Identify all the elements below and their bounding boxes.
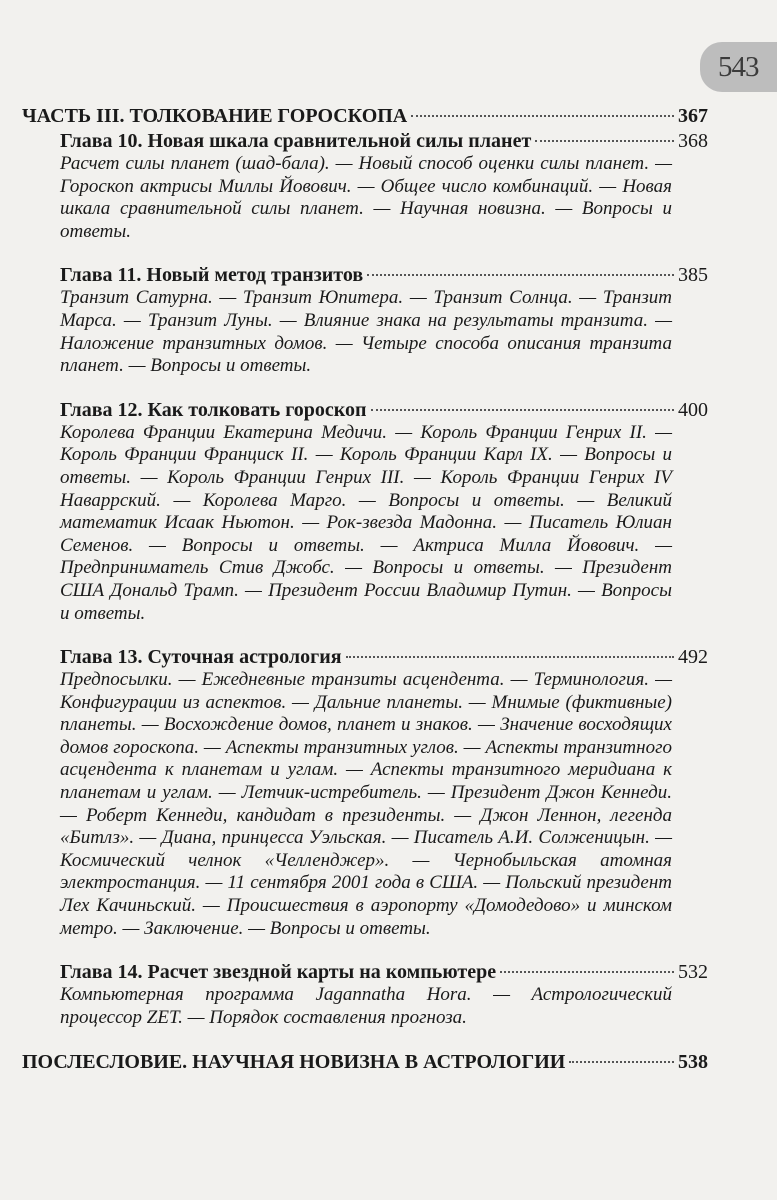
part-title: ЧАСТЬ III. ТОЛКОВАНИЕ ГОРОСКОПА — [22, 105, 408, 127]
chapter-title: Глава 13. Суточная астрология — [60, 646, 342, 669]
table-of-contents — [22, 103, 708, 1075]
chapter-block-14 — [22, 960, 708, 1029]
dot-leader — [367, 274, 674, 276]
dot-leader — [411, 115, 674, 117]
chapter-page: 532 — [678, 961, 708, 984]
chapter-description: Королева Франции Екатерина Медичи. — Король Франции Генрих II. — Король Франции Франциск II. — Король Франции Карл IX. — Вопросы и ответы. — Король Франции Генрих III. — Король Франции Генрих IV Наваррский. — Королева Марго. — Вопросы и ответы. — Великий математик Исаак Ньютон. — Рок-звезда Мадонна. — Писатель Юлиан Семенов. — Вопросы и ответы. — Актриса Милла Йовович. — Предприниматель Стив Джобс. — Вопросы и ответы. — Президент США Дональд Трамп. — Президент России Владимир Путин. — Вопросы и ответы. — [60, 421, 672, 624]
dot-leader — [500, 971, 674, 973]
toc-chapter-entry[interactable] — [60, 129, 708, 153]
toc-chapter-entry[interactable] — [60, 398, 708, 422]
chapter-block-13 — [22, 645, 708, 940]
chapter-page: 385 — [678, 264, 708, 287]
page-number: 543 — [718, 50, 759, 83]
dot-leader — [371, 409, 674, 411]
chapter-description: Транзит Сатурна. — Транзит Юпитера. — Транзит Солнца. — Транзит Марса. — Транзит Луны. — Влияние знака на результаты транзита. — Наложение транзитных домов. — Четыре способа описания транзита планет. — Вопросы и ответы. — [60, 287, 672, 377]
toc-chapter-entry[interactable] — [60, 263, 708, 287]
dot-leader — [346, 656, 674, 658]
dot-leader — [535, 140, 674, 142]
chapter-block-12 — [22, 398, 708, 625]
chapter-block-10 — [22, 129, 708, 243]
chapter-title: Глава 12. Как толковать гороскоп — [60, 398, 367, 421]
chapter-title: Глава 11. Новый метод транзитов — [60, 264, 364, 287]
chapter-page: 492 — [678, 646, 708, 669]
page-number-tab — [700, 42, 777, 92]
toc-afterword-entry[interactable] — [22, 1049, 708, 1075]
afterword-page: 538 — [678, 1051, 708, 1074]
toc-chapter-entry[interactable] — [60, 645, 708, 669]
chapter-title: Глава 10. Новая шкала сравнительной силы планет — [60, 130, 532, 152]
chapter-page: 368 — [678, 130, 708, 152]
toc-part-entry[interactable] — [22, 103, 708, 129]
chapter-description: Предпосылки. — Ежедневные транзиты асцендента. — Терминология. — Конфигурации из аспектов. — Дальние планеты. — Мнимые (фиктивные) планеты. — Восхождение домов, планет и знаков. — Значение восходящих домов гороскопа. — Аспекты транзитных углов. — Аспекты транзитного асцендента к планетам и углам. — Аспекты транзитного меридиана к планетам и углам. — Летчик-истребитель. — Президент Джон Кеннеди. — Роберт Кеннеди, кандидат в президенты. — Джон Леннон, легенда «Битлз». — Диана, принцесса Уэльская. — Писатель А.И. Солженицын. — Космический челнок «Челленджер». — Чернобыльская атомная электростанция. — 11 сентября 2001 года в США. — Польский президент Лех Качиньский. — Происшествия в аэропорту «Домодедово» и минском метро. — Заключение. — Вопросы и ответы. — [60, 669, 672, 939]
toc-chapter-entry[interactable] — [60, 960, 708, 984]
part-page: 367 — [678, 105, 708, 127]
chapter-description: Расчет силы планет (шад-бала). — Новый способ оценки силы планет. — Гороскоп актрисы Миллы Йовович. — Общее число комбинаций. — Новая шкала сравнительной силы планет. — Научная новизна. — Вопросы и ответы. — [60, 153, 672, 242]
afterword-title: ПОСЛЕСЛОВИЕ. НАУЧНАЯ НОВИЗНА В АСТРОЛОГИИ — [22, 1051, 566, 1074]
chapter-description: Компьютерная программа Jagannatha Hora. — Астрологический процессор ZET. — Порядок составления прогноза. — [60, 984, 672, 1028]
dot-leader — [569, 1061, 674, 1063]
chapter-title: Глава 14. Расчет звездной карты на компьютере — [60, 961, 497, 984]
chapter-block-11 — [22, 263, 708, 377]
chapter-page: 400 — [678, 398, 708, 421]
